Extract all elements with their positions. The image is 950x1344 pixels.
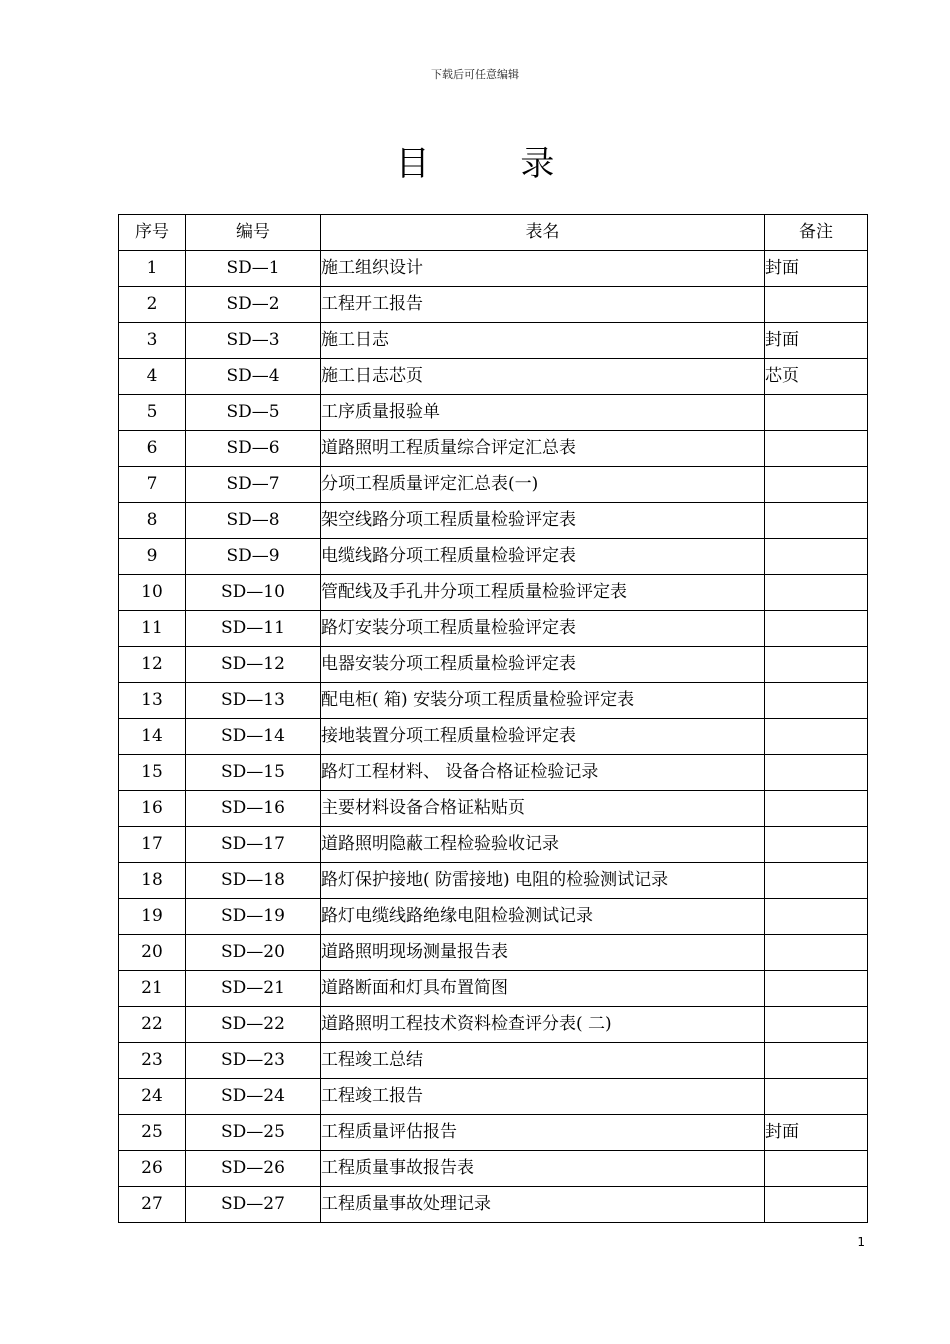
row-name: 电器安装分项工程质量检验评定表 <box>321 647 765 683</box>
table-row <box>119 863 868 899</box>
row-seq: 14 <box>119 719 186 755</box>
row-seq: 10 <box>119 575 186 611</box>
row-seq: 26 <box>119 1151 186 1187</box>
row-code: SD—3 <box>186 323 321 359</box>
row-code: SD—10 <box>186 575 321 611</box>
row-name: 道路照明工程质量综合评定汇总表 <box>321 431 765 467</box>
row-name: 工程质量事故报告表 <box>321 1151 765 1187</box>
row-seq: 22 <box>119 1007 186 1043</box>
row-note <box>765 1151 868 1187</box>
row-note <box>765 431 868 467</box>
column-header-seq: 序号 <box>119 215 186 251</box>
table-row <box>119 395 868 431</box>
row-note <box>765 395 868 431</box>
row-note <box>765 467 868 503</box>
table-row <box>119 323 868 359</box>
table-row <box>119 431 868 467</box>
row-seq: 13 <box>119 683 186 719</box>
table-row <box>119 1007 868 1043</box>
row-seq: 4 <box>119 359 186 395</box>
row-code: SD—15 <box>186 755 321 791</box>
row-name: 施工日志芯页 <box>321 359 765 395</box>
row-code: SD—21 <box>186 971 321 1007</box>
table-row <box>119 251 868 287</box>
table-row <box>119 683 868 719</box>
row-name: 工程竣工总结 <box>321 1043 765 1079</box>
table-body <box>119 251 868 1223</box>
table-row <box>119 971 868 1007</box>
page-title: 目 录 <box>395 144 595 184</box>
row-code: SD—2 <box>186 287 321 323</box>
table-row <box>119 1079 868 1115</box>
row-name: 配电柜( 箱) 安装分项工程质量检验评定表 <box>321 683 765 719</box>
row-note: 芯页 <box>765 359 868 395</box>
row-seq: 19 <box>119 899 186 935</box>
contents-table <box>118 214 868 1223</box>
row-note <box>765 1187 868 1223</box>
row-seq: 3 <box>119 323 186 359</box>
row-code: SD—12 <box>186 647 321 683</box>
row-code: SD—26 <box>186 1151 321 1187</box>
row-code: SD—6 <box>186 431 321 467</box>
column-header-note: 备注 <box>765 215 868 251</box>
table-row <box>119 575 868 611</box>
row-code: SD—9 <box>186 539 321 575</box>
row-note <box>765 647 868 683</box>
row-seq: 17 <box>119 827 186 863</box>
table-row <box>119 791 868 827</box>
table-row <box>119 287 868 323</box>
row-seq: 2 <box>119 287 186 323</box>
table-row <box>119 1043 868 1079</box>
row-code: SD—16 <box>186 791 321 827</box>
row-name: 道路断面和灯具布置简图 <box>321 971 765 1007</box>
row-name: 工序质量报验单 <box>321 395 765 431</box>
row-note <box>765 503 868 539</box>
row-code: SD—4 <box>186 359 321 395</box>
row-note <box>765 719 868 755</box>
row-name: 道路照明工程技术资料检查评分表( 二) <box>321 1007 765 1043</box>
table-row <box>119 755 868 791</box>
row-code: SD—22 <box>186 1007 321 1043</box>
page-number: 1 <box>857 1235 865 1249</box>
row-note <box>765 683 868 719</box>
row-note: 封面 <box>765 251 868 287</box>
table-row <box>119 611 868 647</box>
row-note <box>765 287 868 323</box>
table-row <box>119 539 868 575</box>
row-code: SD—17 <box>186 827 321 863</box>
row-seq: 23 <box>119 1043 186 1079</box>
row-note: 封面 <box>765 323 868 359</box>
row-name: 电缆线路分项工程质量检验评定表 <box>321 539 765 575</box>
row-note <box>765 935 868 971</box>
row-note <box>765 791 868 827</box>
table-row <box>119 719 868 755</box>
row-name: 道路照明隐蔽工程检验验收记录 <box>321 827 765 863</box>
row-note <box>765 1007 868 1043</box>
row-code: SD—11 <box>186 611 321 647</box>
row-note <box>765 611 868 647</box>
table-header-row <box>119 215 868 251</box>
row-name: 工程竣工报告 <box>321 1079 765 1115</box>
row-code: SD—20 <box>186 935 321 971</box>
row-seq: 16 <box>119 791 186 827</box>
row-name: 工程质量评估报告 <box>321 1115 765 1151</box>
row-seq: 25 <box>119 1115 186 1151</box>
row-name: 道路照明现场测量报告表 <box>321 935 765 971</box>
row-seq: 8 <box>119 503 186 539</box>
row-seq: 27 <box>119 1187 186 1223</box>
table-row <box>119 359 868 395</box>
row-note <box>765 1043 868 1079</box>
row-note: 封面 <box>765 1115 868 1151</box>
row-code: SD—7 <box>186 467 321 503</box>
row-name: 主要材料设备合格证粘贴页 <box>321 791 765 827</box>
row-seq: 9 <box>119 539 186 575</box>
row-code: SD—19 <box>186 899 321 935</box>
table-row <box>119 503 868 539</box>
row-seq: 18 <box>119 863 186 899</box>
row-seq: 24 <box>119 1079 186 1115</box>
table-row <box>119 827 868 863</box>
row-note <box>765 863 868 899</box>
table-row <box>119 935 868 971</box>
table-row <box>119 467 868 503</box>
row-note <box>765 899 868 935</box>
row-seq: 5 <box>119 395 186 431</box>
row-note <box>765 827 868 863</box>
row-name: 路灯工程材料、 设备合格证检验记录 <box>321 755 765 791</box>
row-code: SD—14 <box>186 719 321 755</box>
row-name: 路灯电缆线路绝缘电阻检验测试记录 <box>321 899 765 935</box>
row-seq: 11 <box>119 611 186 647</box>
row-seq: 15 <box>119 755 186 791</box>
row-seq: 21 <box>119 971 186 1007</box>
row-note <box>765 539 868 575</box>
row-code: SD—5 <box>186 395 321 431</box>
column-header-name: 表名 <box>321 215 765 251</box>
table-row <box>119 647 868 683</box>
row-name: 管配线及手孔井分项工程质量检验评定表 <box>321 575 765 611</box>
row-name: 路灯安装分项工程质量检验评定表 <box>321 611 765 647</box>
table-row <box>119 1187 868 1223</box>
row-note <box>765 971 868 1007</box>
table-row <box>119 1115 868 1151</box>
row-code: SD—23 <box>186 1043 321 1079</box>
row-name: 路灯保护接地( 防雷接地) 电阻的检验测试记录 <box>321 863 765 899</box>
row-seq: 20 <box>119 935 186 971</box>
row-name: 接地装置分项工程质量检验评定表 <box>321 719 765 755</box>
row-name: 分项工程质量评定汇总表(一) <box>321 467 765 503</box>
row-seq: 1 <box>119 251 186 287</box>
row-code: SD—8 <box>186 503 321 539</box>
row-note <box>765 755 868 791</box>
row-seq: 12 <box>119 647 186 683</box>
row-seq: 7 <box>119 467 186 503</box>
row-name: 工程开工报告 <box>321 287 765 323</box>
row-code: SD—27 <box>186 1187 321 1223</box>
row-note <box>765 575 868 611</box>
row-name: 施工日志 <box>321 323 765 359</box>
row-code: SD—18 <box>186 863 321 899</box>
column-header-code: 编号 <box>186 215 321 251</box>
row-name: 工程质量事故处理记录 <box>321 1187 765 1223</box>
row-name: 架空线路分项工程质量检验评定表 <box>321 503 765 539</box>
row-code: SD—13 <box>186 683 321 719</box>
page-header: 下载后可任意编辑 <box>431 68 519 81</box>
row-note <box>765 1079 868 1115</box>
row-code: SD—1 <box>186 251 321 287</box>
row-code: SD—24 <box>186 1079 321 1115</box>
table-row <box>119 1151 868 1187</box>
row-seq: 6 <box>119 431 186 467</box>
row-code: SD—25 <box>186 1115 321 1151</box>
row-name: 施工组织设计 <box>321 251 765 287</box>
table-row <box>119 899 868 935</box>
